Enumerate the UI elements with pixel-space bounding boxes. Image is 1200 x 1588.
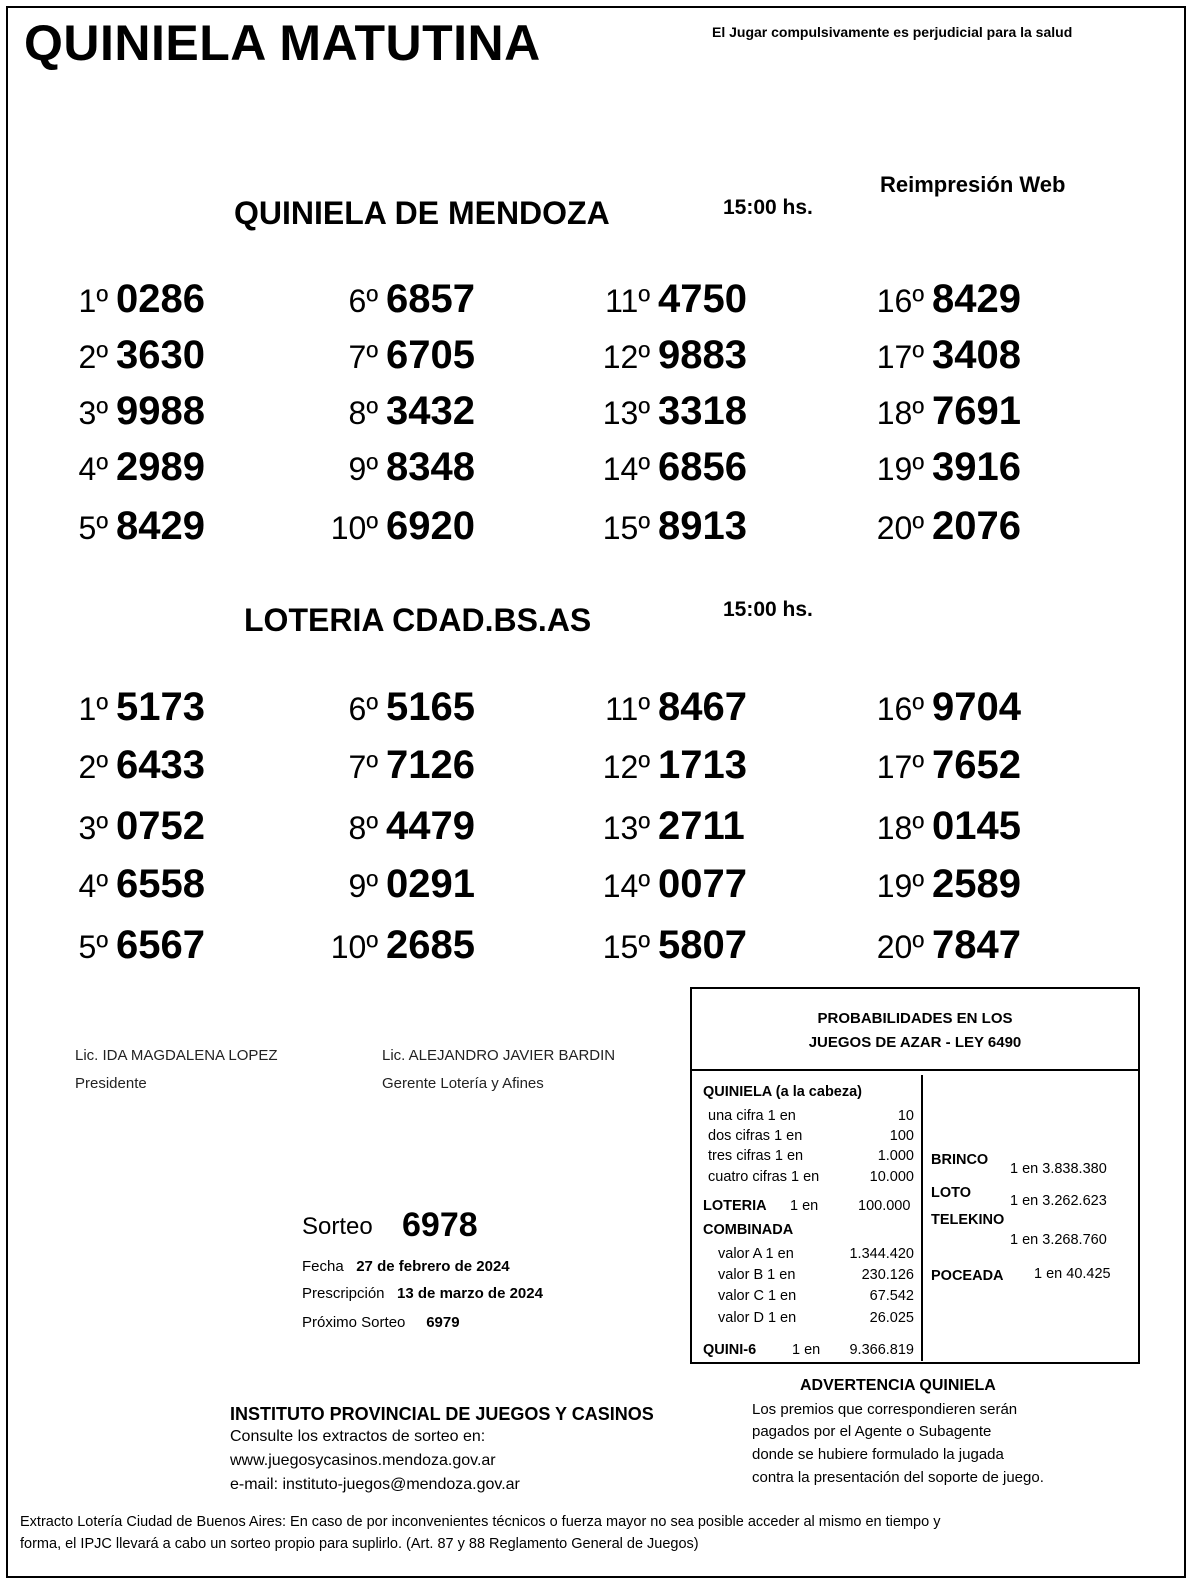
result-position: 2º <box>78 749 108 785</box>
combinada-row-label: valor B 1 en <box>718 1267 796 1283</box>
loto-label: LOTO <box>931 1185 972 1201</box>
result-position: 5º <box>78 929 108 965</box>
result-number: 8429 <box>116 504 205 548</box>
combinada-row-value: 1.344.420 <box>849 1246 914 1262</box>
combinada-title: COMBINADA <box>703 1222 794 1238</box>
result-number: 4750 <box>658 277 747 321</box>
telekino-label: TELEKINO <box>931 1212 1005 1228</box>
result-position: 20º <box>876 510 924 546</box>
result-position: 16º <box>876 691 924 727</box>
quiniela-row-label: una cifra 1 en <box>708 1108 796 1124</box>
footer-note-2: forma, el IPJC llevará a cabo un sorteo propio para suplirlo. (Art. 87 y 88 Reglamento General de Juegos) <box>20 1536 699 1552</box>
quiniela-row-label: cuatro cifras 1 en <box>708 1169 820 1185</box>
result-position: 11º <box>605 691 650 727</box>
result-number: 7847 <box>932 923 1021 967</box>
result-position: 6º <box>348 283 378 319</box>
result-number: 7126 <box>386 743 475 787</box>
result-number: 5165 <box>386 685 475 729</box>
result-position: 18º <box>876 810 924 846</box>
quiniela-row-value: 100 <box>889 1128 914 1144</box>
footer-note-1: Extracto Lotería Ciudad de Buenos Aires: En caso de por inconvenientes técnicos o fuerza mayor no sea posible acceder al mismo en tiempo y <box>20 1514 941 1530</box>
combinada-row-value: 230.126 <box>861 1267 914 1283</box>
quiniela-row-value: 10.000 <box>869 1169 914 1185</box>
advert-title: ADVERTENCIA QUINIELA <box>800 1377 996 1394</box>
bsas-time: 15:00 hs. <box>723 598 813 621</box>
result-position: 3º <box>78 810 108 846</box>
draw-label: Sorteo <box>302 1213 373 1240</box>
probabilities-box <box>690 987 1140 1364</box>
signer-left-name: Lic. IDA MAGDALENA LOPEZ <box>75 1047 278 1064</box>
result-position: 14º <box>602 868 650 904</box>
probabilities-title-1: PROBABILIDADES EN LOS <box>817 1010 1013 1027</box>
result-number: 6433 <box>116 743 205 787</box>
advert-line: donde se hubiere formulado la jugada <box>752 1446 1004 1463</box>
result-position: 13º <box>602 810 650 846</box>
quini6-value: 9.366.819 <box>849 1342 914 1358</box>
quiniela-odds-title: QUINIELA (a la cabeza) <box>703 1084 863 1100</box>
draw-date: 27 de febrero de 2024 <box>356 1258 510 1275</box>
loteria-odds-value: 100.000 <box>858 1198 911 1214</box>
result-number: 5173 <box>116 685 205 729</box>
signer-right-name: Lic. ALEJANDRO JAVIER BARDIN <box>382 1047 616 1064</box>
advert-line: contra la presentación del soporte de juego. <box>752 1469 1044 1486</box>
result-position: 11º <box>605 283 650 319</box>
institute-consult: Consulte los extractos de sorteo en: <box>230 1428 486 1445</box>
result-position: 12º <box>602 749 650 785</box>
institute-email[interactable]: e-mail: instituto-juegos@mendoza.gov.ar <box>230 1476 520 1493</box>
result-position: 2º <box>78 339 108 375</box>
result-number: 6558 <box>116 862 205 906</box>
draw-prescription: 13 de marzo de 2024 <box>397 1285 543 1302</box>
signer-left-role: Presidente <box>75 1075 147 1092</box>
loto-value: 1 en 3.262.623 <box>1010 1193 1107 1209</box>
combinada-row-label: valor C 1 en <box>718 1288 797 1304</box>
result-number: 5807 <box>658 923 747 967</box>
result-number: 9704 <box>932 685 1021 729</box>
result-number: 0145 <box>932 804 1021 848</box>
result-position: 17º <box>876 749 924 785</box>
result-position: 20º <box>876 929 924 965</box>
mendoza-title: QUINIELA DE MENDOZA <box>234 195 610 231</box>
result-number: 6705 <box>386 333 475 377</box>
result-position: 7º <box>348 749 378 785</box>
result-number: 0291 <box>386 862 475 906</box>
loteria-odds-label: LOTERIA <box>703 1198 767 1214</box>
result-number: 8467 <box>658 685 747 729</box>
result-number: 4479 <box>386 804 475 848</box>
advert-line: pagados por el Agente o Subagente <box>752 1423 992 1440</box>
brinco-label: BRINCO <box>931 1152 989 1168</box>
result-position: 1º <box>78 691 108 727</box>
combinada-row-label: valor A 1 en <box>718 1246 794 1262</box>
combinada-row-value: 26.025 <box>869 1310 914 1326</box>
signer-right-role: Gerente Lotería y Afines <box>382 1075 544 1092</box>
result-number: 2989 <box>116 445 205 489</box>
result-position: 18º <box>876 395 924 431</box>
result-position: 7º <box>348 339 378 375</box>
next-draw-label: Próximo Sorteo <box>302 1314 406 1331</box>
result-position: 19º <box>876 868 924 904</box>
result-position: 4º <box>78 868 108 904</box>
result-number: 3630 <box>116 333 205 377</box>
result-number: 1713 <box>658 743 747 787</box>
poceada-value: 1 en 40.425 <box>1034 1266 1111 1282</box>
next-draw-row <box>302 1314 460 1331</box>
draw-prescription-row <box>302 1285 543 1302</box>
result-position: 8º <box>348 395 378 431</box>
loteria-odds-text: 1 en <box>790 1198 819 1214</box>
result-position: 9º <box>348 451 378 487</box>
quini6-label: QUINI-6 <box>703 1342 757 1358</box>
result-number: 6920 <box>386 504 475 548</box>
quiniela-row-value: 10 <box>897 1108 914 1124</box>
result-number: 6857 <box>386 277 475 321</box>
next-draw-number: 6979 <box>426 1314 460 1331</box>
result-position: 14º <box>602 451 650 487</box>
poceada-label: POCEADA <box>931 1268 1004 1284</box>
result-number: 6856 <box>658 445 747 489</box>
quiniela-row-label: tres cifras 1 en <box>708 1148 804 1164</box>
result-position: 10º <box>330 510 378 546</box>
result-position: 4º <box>78 451 108 487</box>
result-position: 12º <box>602 339 650 375</box>
result-number: 3432 <box>386 389 475 433</box>
result-number: 8429 <box>932 277 1021 321</box>
result-number: 9988 <box>116 389 205 433</box>
probabilities-header <box>692 989 1138 1071</box>
result-position: 8º <box>348 810 378 846</box>
result-position: 15º <box>602 510 650 546</box>
institute-name: INSTITUTO PROVINCIAL DE JUEGOS Y CASINOS <box>230 1404 654 1424</box>
result-number: 8913 <box>658 504 747 548</box>
result-position: 13º <box>602 395 650 431</box>
result-position: 19º <box>876 451 924 487</box>
result-number: 7691 <box>932 389 1021 433</box>
draw-prescription-label: Prescripción <box>302 1285 385 1302</box>
result-number: 6567 <box>116 923 205 967</box>
result-number: 3408 <box>932 333 1021 377</box>
combinada-row-value: 67.542 <box>869 1288 914 1304</box>
institute-website[interactable]: www.juegosycasinos.mendoza.gov.ar <box>230 1452 496 1469</box>
quiniela-row-value: 1.000 <box>877 1148 914 1164</box>
reprint-label: Reimpresión Web <box>880 172 1066 197</box>
mendoza-time: 15:00 hs. <box>723 196 813 219</box>
probabilities-title-2: JUEGOS DE AZAR - LEY 6490 <box>808 1034 1022 1051</box>
page-title: QUINIELA MATUTINA <box>24 15 541 71</box>
result-number: 9883 <box>658 333 747 377</box>
result-position: 15º <box>602 929 650 965</box>
telekino-value: 1 en 3.268.760 <box>1010 1232 1107 1248</box>
draw-date-label: Fecha <box>302 1258 344 1275</box>
result-position: 5º <box>78 510 108 546</box>
result-position: 9º <box>348 868 378 904</box>
probabilities-divider <box>921 1075 923 1361</box>
combinada-row-label: valor D 1 en <box>718 1310 797 1326</box>
brinco-value: 1 en 3.838.380 <box>1010 1161 1107 1177</box>
result-number: 3318 <box>658 389 747 433</box>
result-number: 8348 <box>386 445 475 489</box>
result-number: 2685 <box>386 923 475 967</box>
result-position: 17º <box>876 339 924 375</box>
result-number: 3916 <box>932 445 1021 489</box>
quiniela-row-label: dos cifras 1 en <box>708 1128 803 1144</box>
result-position: 6º <box>348 691 378 727</box>
health-warning: El Jugar compulsivamente es perjudicial para la salud <box>712 24 1073 40</box>
draw-number: 6978 <box>402 1206 478 1244</box>
result-position: 3º <box>78 395 108 431</box>
result-number: 2589 <box>932 862 1021 906</box>
result-number: 0752 <box>116 804 205 848</box>
result-number: 0286 <box>116 277 205 321</box>
result-number: 0077 <box>658 862 747 906</box>
result-number: 2076 <box>932 504 1021 548</box>
result-position: 16º <box>876 283 924 319</box>
result-number: 2711 <box>658 804 745 848</box>
quini6-odds-text: 1 en <box>792 1342 821 1358</box>
bsas-title: LOTERIA CDAD.BS.AS <box>244 602 592 638</box>
result-position: 10º <box>330 929 378 965</box>
result-position: 1º <box>78 283 108 319</box>
advert-line: Los premios que correspondieren serán <box>752 1401 1018 1418</box>
draw-date-row <box>302 1258 510 1275</box>
result-number: 7652 <box>932 743 1021 787</box>
